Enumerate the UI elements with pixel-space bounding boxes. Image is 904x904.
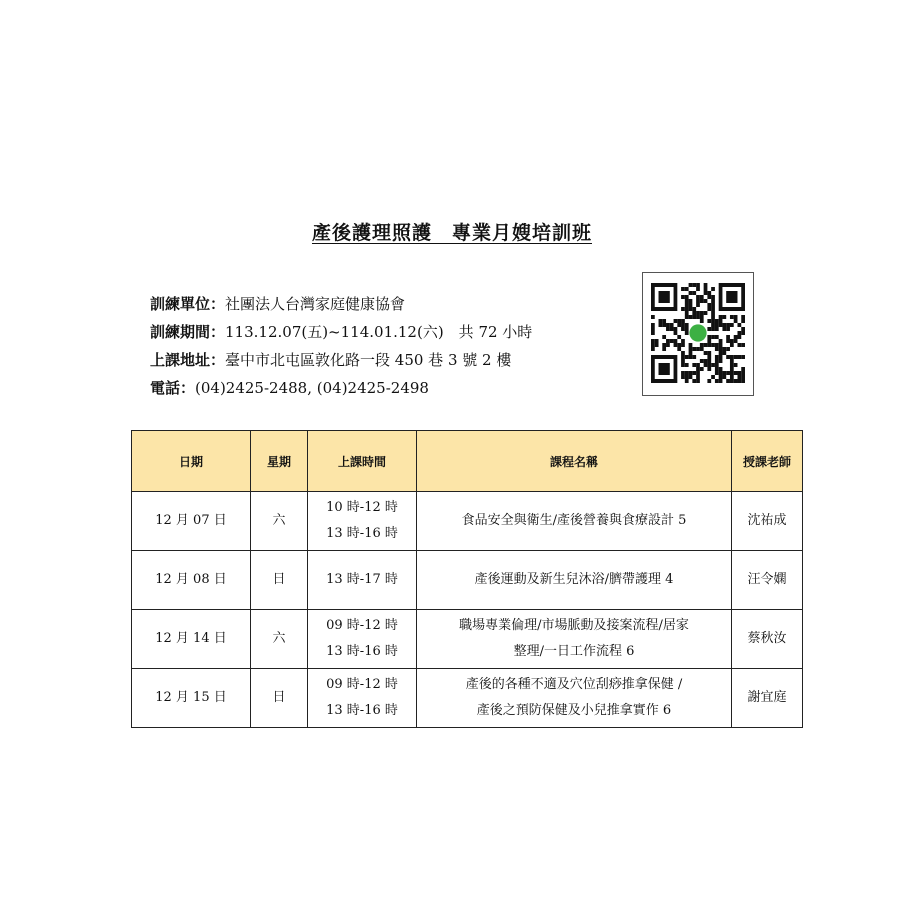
phone-value: (04)2425-2488, (04)2425-2498: [195, 379, 429, 397]
training-unit-value: 社團法人台灣家庭健康協會: [225, 295, 406, 313]
document-title: 產後護理照護 專業月嫂培訓班: [311, 222, 592, 244]
table-header-row: [132, 431, 803, 492]
teacher-cell: 謝宜庭: [732, 669, 803, 728]
class-address-line: [150, 346, 532, 374]
course-info: [150, 290, 532, 402]
date-cell: 12 月 08 日: [132, 551, 251, 610]
header-course: 課程名稱: [417, 431, 732, 492]
course-cell: [417, 551, 732, 610]
weekday-cell: 六: [251, 610, 308, 669]
course-line: 食品安全與衛生/產後營養與食療設計 5: [461, 513, 687, 528]
table-row: [132, 610, 803, 669]
time-line: 09 時-12 時: [326, 677, 398, 692]
weekday-cell: 日: [251, 551, 308, 610]
course-cell: [417, 669, 732, 728]
time-line: 13 時-17 時: [326, 572, 398, 587]
header-teacher: 授課老師: [732, 431, 803, 492]
course-line: 職場專業倫理/市場脈動及接案流程/居家: [459, 618, 689, 633]
header-date: 日期: [132, 431, 251, 492]
course-line: 產後運動及新生兒沐浴/臍帶護理 4: [474, 572, 674, 587]
date-cell: 12 月 15 日: [132, 669, 251, 728]
training-unit-label: 訓練單位：: [150, 295, 226, 313]
date-cell: 12 月 14 日: [132, 610, 251, 669]
teacher-cell: 蔡秋汝: [732, 610, 803, 669]
phone-line: [150, 374, 532, 402]
header-weekday: 星期: [251, 431, 308, 492]
table-row: [132, 669, 803, 728]
time-line: 13 時-16 時: [326, 703, 398, 718]
time-line: 13 時-16 時: [326, 526, 398, 541]
time-line: 10 時-12 時: [326, 500, 398, 515]
training-period-label: 訓練期間：: [150, 323, 226, 341]
teacher-cell: 沈祐成: [732, 492, 803, 551]
training-period-line: [150, 318, 532, 346]
course-cell: [417, 492, 732, 551]
date-cell: 12 月 07 日: [132, 492, 251, 551]
course-line: 產後之預防保健及小兒推拿實作 6: [476, 703, 672, 718]
time-cell: [308, 610, 417, 669]
training-period-value: 113.12.07(五)~114.01.12(六) 共 72 小時: [225, 323, 533, 341]
table-row: [132, 551, 803, 610]
class-address-label: 上課地址：: [150, 351, 226, 369]
teacher-cell: 汪令嫻: [732, 551, 803, 610]
qr-code-icon: [651, 283, 745, 383]
time-line: 09 時-12 時: [326, 618, 398, 633]
course-line: 產後的各種不適及穴位刮痧推拿保健 /: [465, 677, 683, 692]
weekday-cell: 六: [251, 492, 308, 551]
weekday-cell: 日: [251, 669, 308, 728]
training-unit-line: [150, 290, 532, 318]
time-line: 13 時-16 時: [326, 644, 398, 659]
header-time: 上課時間: [308, 431, 417, 492]
course-line: 整理/一日工作流程 6: [513, 644, 635, 659]
time-cell: [308, 669, 417, 728]
time-cell: [308, 492, 417, 551]
table-row: [132, 492, 803, 551]
schedule-table: [131, 430, 803, 728]
class-address-value: 臺中市北屯區敦化路一段 450 巷 3 號 2 樓: [225, 351, 512, 369]
qr-code-frame[interactable]: [642, 272, 754, 396]
time-cell: [308, 551, 417, 610]
course-cell: [417, 610, 732, 669]
phone-label: 電話：: [150, 379, 196, 397]
